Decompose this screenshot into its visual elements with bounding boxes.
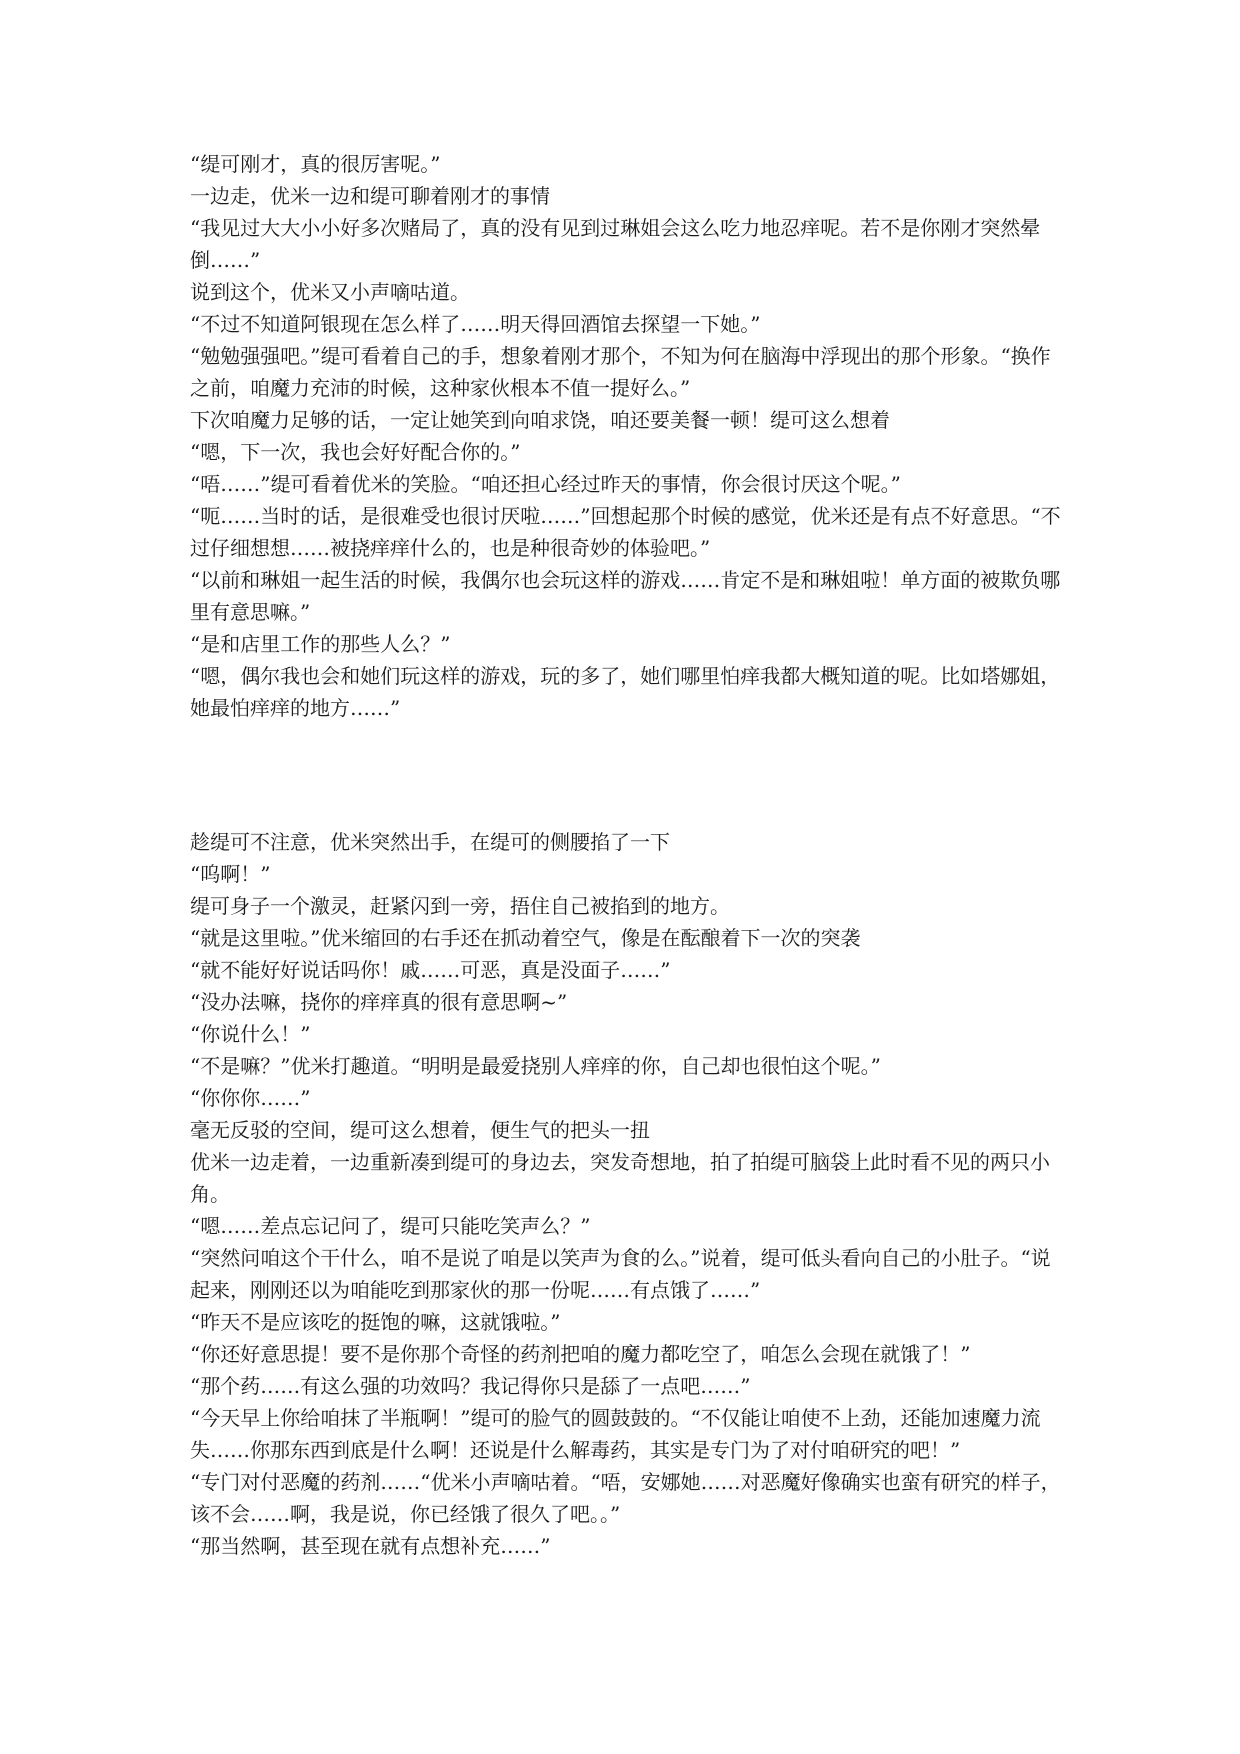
paragraph: “我见过大大小小好多次赌局了，真的没有见到过琳姐会这么吃力地忍痒呢。若不是你刚才突然晕倒……” [190, 216, 1041, 272]
paragraph: “你还好意思提！要不是你那个奇怪的药剂把咱的魔力都吃空了，咱怎么会现在就饿了！” [190, 1342, 971, 1366]
paragraph: “勉勉强强吧。”缇可看着自己的手，想象着刚才那个，不知为何在脑海中浮现出的那个形象。“换作之前，咱魔力充沛的时候，这种家伙根本不值一提好么。” [190, 344, 1051, 400]
paragraph: 下次咱魔力足够的话，一定让她笑到向咱求饶，咱还要美餐一顿！缇可这么想着 [190, 408, 890, 432]
paragraph: “缇可刚才，真的很厉害呢。” [190, 152, 441, 176]
paragraph: “不是嘛？”优米打趣道。“明明是最爱挠别人痒痒的你，自己却也很怕这个呢。” [190, 1054, 881, 1078]
paragraph: “没办法嘛，挠你的痒痒真的很有意思啊~” [190, 990, 568, 1014]
paragraph: 毫无反驳的空间，缇可这么想着，便生气的把头一扭 [190, 1118, 650, 1142]
paragraph: 缇可身子一个激灵，赶紧闪到一旁，捂住自己被掐到的地方。 [190, 894, 730, 918]
text-section-2 [190, 826, 1070, 1562]
paragraph: “今天早上你给咱抹了半瓶啊！”缇可的脸气的圆鼓鼓的。“不仅能让咱使不上劲，还能加速魔力流失……你那东西到底是什么啊！还说是什么解毒药，其实是专门为了对付咱研究的吧！” [190, 1406, 1041, 1462]
paragraph: “是和店里工作的那些人么？” [190, 632, 451, 656]
paragraph: 趁缇可不注意，优米突然出手，在缇可的侧腰掐了一下 [190, 830, 670, 854]
paragraph: “呜啊！” [190, 862, 271, 886]
paragraph: “就是这里啦。”优米缩回的右手还在抓动着空气，像是在酝酿着下一次的突袭 [190, 926, 861, 950]
paragraph: “昨天不是应该吃的挺饱的嘛，这就饿啦。” [190, 1310, 561, 1334]
paragraph: “突然问咱这个干什么，咱不是说了咱是以笑声为食的么。”说着，缇可低头看向自己的小肚子。“说起来，刚刚还以为咱能吃到那家伙的那一份呢……有点饿了……” [190, 1246, 1051, 1302]
paragraph: “呃……当时的话，是很难受也很讨厌啦……”回想起那个时候的感觉，优米还是有点不好意思。“不过仔细想想……被挠痒痒什么的，也是种很奇妙的体验吧。” [190, 504, 1061, 560]
paragraph: “唔……”缇可看着优米的笑脸。“咱还担心经过昨天的事情，你会很讨厌这个呢。” [190, 472, 901, 496]
paragraph: “专门对付恶魔的药剂……“优米小声嘀咕着。“唔，安娜她……对恶魔好像确实也蛮有研究的样子，该不会……啊，我是说，你已经饿了很久了吧。。” [190, 1470, 1061, 1526]
paragraph: “那个药……有这么强的功效吗？我记得你只是舔了一点吧……” [190, 1374, 751, 1398]
text-section-1 [190, 148, 1070, 724]
paragraph: “以前和琳姐一起生活的时候，我偶尔也会玩这样的游戏……肯定不是和琳姐啦！单方面的被欺负哪里有意思嘛。” [190, 568, 1061, 624]
paragraph: “嗯，下一次，我也会好好配合你的。” [190, 440, 521, 464]
paragraph: “那当然啊，甚至现在就有点想补充……” [190, 1534, 551, 1558]
paragraph: “你你你……” [190, 1086, 311, 1110]
paragraph: “嗯，偶尔我也会和她们玩这样的游戏，玩的多了，她们哪里怕痒我都大概知道的呢。比如塔娜姐，她最怕痒痒的地方……” [190, 664, 1061, 720]
paragraph: “嗯……差点忘记问了，缇可只能吃笑声么？” [190, 1214, 591, 1238]
paragraph: “你说什么！” [190, 1022, 311, 1046]
paragraph: “就不能好好说话吗你！戚……可恶，真是没面子……” [190, 958, 671, 982]
paragraph: 优米一边走着，一边重新凑到缇可的身边去，突发奇想地，拍了拍缇可脑袋上此时看不见的两只小角。 [190, 1150, 1050, 1206]
paragraph: 说到这个，优米又小声嘀咕道。 [190, 280, 470, 304]
paragraph: “不过不知道阿银现在怎么样了……明天得回酒馆去探望一下她。” [190, 312, 761, 336]
paragraph: 一边走，优米一边和缇可聊着刚才的事情 [190, 184, 550, 208]
